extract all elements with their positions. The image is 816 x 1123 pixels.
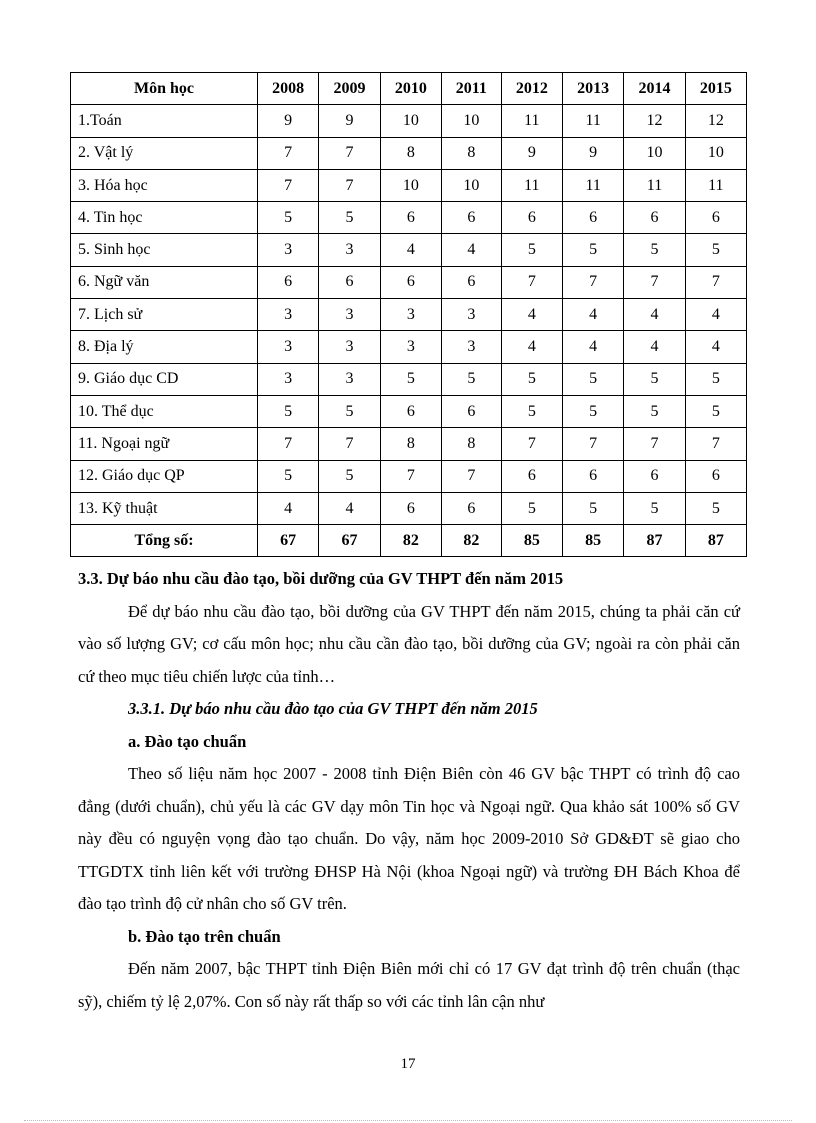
value-cell: 5: [319, 460, 380, 492]
value-cell: 3: [319, 234, 380, 266]
value-cell: 11: [501, 169, 562, 201]
value-cell: 7: [624, 428, 685, 460]
value-cell: 11: [563, 105, 624, 137]
value-cell: 5: [258, 202, 319, 234]
value-cell: 7: [624, 266, 685, 298]
table-row: [71, 428, 747, 460]
value-cell: 4: [563, 331, 624, 363]
header-year: 2011: [441, 73, 501, 105]
value-cell: 7: [258, 169, 319, 201]
heading-a: a. Đào tạo chuẩn: [128, 731, 247, 751]
value-cell: 4: [685, 331, 746, 363]
intro-paragraph: Để dự báo nhu cầu đào tạo, bồi dưỡng của GV THPT đến năm 2015, chúng ta phải căn cứ vào số lượng GV; cơ cấu môn học; nhu cầu cần đào tạo, bồi dưỡng của GV; ngoài ra còn phải căn cứ theo mục tiêu chiến lược của tỉnh…: [78, 601, 740, 686]
subject-cell: 6. Ngữ văn: [71, 266, 258, 298]
value-cell: 3: [258, 363, 319, 395]
value-cell: 5: [685, 492, 746, 524]
value-cell: 5: [563, 395, 624, 427]
value-cell: 9: [258, 105, 319, 137]
value-cell: 7: [563, 428, 624, 460]
value-cell: 6: [563, 460, 624, 492]
value-cell: 4: [501, 299, 562, 331]
heading-b: b. Đào tạo trên chuẩn: [128, 926, 281, 946]
value-cell: 4: [319, 492, 380, 524]
value-cell: 7: [563, 266, 624, 298]
table-row: [71, 105, 747, 137]
value-cell: 6: [380, 395, 441, 427]
table-row: [71, 299, 747, 331]
teacher-count-table: [70, 72, 747, 557]
header-year: 2009: [319, 73, 380, 105]
subject-cell: 8. Địa lý: [71, 331, 258, 363]
subject-cell: 3. Hóa học: [71, 169, 258, 201]
value-cell: 3: [441, 299, 501, 331]
value-cell: 10: [441, 105, 501, 137]
header-year: 2012: [501, 73, 562, 105]
total-value: 67: [258, 525, 319, 557]
table-row: [71, 137, 747, 169]
value-cell: 8: [380, 137, 441, 169]
subject-cell: 10. Thể dục: [71, 395, 258, 427]
total-value: 85: [501, 525, 562, 557]
value-cell: 8: [441, 428, 501, 460]
value-cell: 4: [441, 234, 501, 266]
value-cell: 4: [501, 331, 562, 363]
header-year: 2014: [624, 73, 685, 105]
header-year: 2010: [380, 73, 441, 105]
value-cell: 6: [441, 266, 501, 298]
paragraph-a: Theo số liệu năm học 2007 - 2008 tỉnh Điện Biên còn 46 GV bậc THPT có trình độ cao đẳng (dưới chuẩn), chủ yếu là các GV dạy môn Tin học và Ngoại ngữ. Qua khảo sát 100% số GV này đều có nguyện vọng đào tạo chuẩn. Do vậy, năm học 2009-2010 Sở GD&ĐT sẽ giao cho TTGDTX tỉnh liên kết với trường ĐHSP Hà Nội (khoa Ngoại ngữ) và trường ĐH Bách Khoa để đào tạo trình độ cử nhân cho số GV trên.: [78, 764, 740, 913]
value-cell: 5: [685, 395, 746, 427]
table-row: [71, 395, 747, 427]
value-cell: 5: [319, 395, 380, 427]
value-cell: 6: [441, 492, 501, 524]
subject-cell: 2. Vật lý: [71, 137, 258, 169]
value-cell: 3: [319, 363, 380, 395]
value-cell: 5: [624, 395, 685, 427]
value-cell: 11: [501, 105, 562, 137]
total-value: 85: [563, 525, 624, 557]
value-cell: 5: [501, 363, 562, 395]
subject-cell: 13. Kỹ thuật: [71, 492, 258, 524]
value-cell: 5: [501, 492, 562, 524]
value-cell: 10: [685, 137, 746, 169]
subsection-heading: 3.3.1. Dự báo nhu cầu đào tạo của GV THPT đến năm 2015: [128, 699, 538, 718]
value-cell: 5: [258, 395, 319, 427]
header-year: 2015: [685, 73, 746, 105]
value-cell: 6: [258, 266, 319, 298]
header-subject: Môn học: [71, 73, 258, 105]
header-year: 2008: [258, 73, 319, 105]
total-row: [71, 525, 747, 557]
total-value: 87: [624, 525, 685, 557]
value-cell: 8: [380, 428, 441, 460]
table-row: [71, 492, 747, 524]
subject-cell: 7. Lịch sử: [71, 299, 258, 331]
value-cell: 6: [501, 460, 562, 492]
value-cell: 5: [624, 234, 685, 266]
value-cell: 11: [685, 169, 746, 201]
value-cell: 3: [380, 299, 441, 331]
page-number: 17: [400, 1056, 416, 1072]
value-cell: 6: [624, 202, 685, 234]
value-cell: 5: [563, 363, 624, 395]
value-cell: 7: [258, 137, 319, 169]
subject-cell: 5. Sinh học: [71, 234, 258, 266]
value-cell: 7: [380, 460, 441, 492]
section-heading: 3.3. Dự báo nhu cầu đào tạo, bồi dưỡng của GV THPT đến năm 2015: [78, 569, 564, 588]
value-cell: 7: [501, 266, 562, 298]
table-row: [71, 169, 747, 201]
total-value: 82: [441, 525, 501, 557]
value-cell: 8: [441, 137, 501, 169]
value-cell: 4: [624, 299, 685, 331]
value-cell: 5: [258, 460, 319, 492]
value-cell: 7: [319, 137, 380, 169]
value-cell: 6: [319, 266, 380, 298]
value-cell: 5: [501, 234, 562, 266]
value-cell: 6: [380, 492, 441, 524]
value-cell: 11: [624, 169, 685, 201]
table-row: [71, 266, 747, 298]
table-header-row: [71, 73, 747, 105]
paragraph-b: Đến năm 2007, bậc THPT tỉnh Điện Biên mới chỉ có 17 GV đạt trình độ trên chuẩn (thạc sỹ), chiếm tỷ lệ 2,07%. Con số này rất thấp so với các tỉnh lân cận như: [78, 959, 740, 1011]
value-cell: 12: [685, 105, 746, 137]
page-bottom-divider: [24, 1120, 792, 1121]
value-cell: 3: [258, 331, 319, 363]
value-cell: 9: [501, 137, 562, 169]
subject-cell: 11. Ngoại ngữ: [71, 428, 258, 460]
table-row: [71, 460, 747, 492]
value-cell: 10: [380, 105, 441, 137]
value-cell: 6: [685, 202, 746, 234]
header-year: 2013: [563, 73, 624, 105]
total-value: 87: [685, 525, 746, 557]
table-row: [71, 363, 747, 395]
value-cell: 6: [380, 266, 441, 298]
value-cell: 7: [319, 428, 380, 460]
value-cell: 3: [319, 299, 380, 331]
value-cell: 4: [685, 299, 746, 331]
value-cell: 3: [258, 234, 319, 266]
table-row: [71, 331, 747, 363]
value-cell: 3: [441, 331, 501, 363]
table-row: [71, 202, 747, 234]
value-cell: 7: [441, 460, 501, 492]
value-cell: 4: [624, 331, 685, 363]
subject-cell: 4. Tin học: [71, 202, 258, 234]
value-cell: 6: [441, 395, 501, 427]
value-cell: 6: [501, 202, 562, 234]
value-cell: 10: [441, 169, 501, 201]
value-cell: 10: [380, 169, 441, 201]
table-row: [71, 234, 747, 266]
value-cell: 4: [258, 492, 319, 524]
value-cell: 3: [319, 331, 380, 363]
value-cell: 5: [685, 234, 746, 266]
value-cell: 9: [319, 105, 380, 137]
value-cell: 3: [258, 299, 319, 331]
value-cell: 5: [685, 363, 746, 395]
value-cell: 7: [258, 428, 319, 460]
value-cell: 5: [624, 363, 685, 395]
subject-cell: 12. Giáo dục QP: [71, 460, 258, 492]
value-cell: 3: [380, 331, 441, 363]
total-value: 82: [380, 525, 441, 557]
value-cell: 4: [563, 299, 624, 331]
value-cell: 5: [624, 492, 685, 524]
value-cell: 5: [501, 395, 562, 427]
value-cell: 10: [624, 137, 685, 169]
value-cell: 11: [563, 169, 624, 201]
value-cell: 6: [441, 202, 501, 234]
subject-cell: 9. Giáo dục CD: [71, 363, 258, 395]
value-cell: 6: [685, 460, 746, 492]
value-cell: 5: [563, 492, 624, 524]
value-cell: 5: [563, 234, 624, 266]
body-text: [78, 563, 740, 1018]
total-value: 67: [319, 525, 380, 557]
value-cell: 4: [380, 234, 441, 266]
value-cell: 6: [380, 202, 441, 234]
value-cell: 5: [380, 363, 441, 395]
value-cell: 7: [501, 428, 562, 460]
value-cell: 5: [441, 363, 501, 395]
value-cell: 7: [685, 428, 746, 460]
value-cell: 9: [563, 137, 624, 169]
value-cell: 6: [563, 202, 624, 234]
value-cell: 5: [319, 202, 380, 234]
value-cell: 7: [319, 169, 380, 201]
value-cell: 6: [624, 460, 685, 492]
subject-cell: 1.Toán: [71, 105, 258, 137]
value-cell: 12: [624, 105, 685, 137]
total-label: Tổng số:: [71, 525, 258, 557]
value-cell: 7: [685, 266, 746, 298]
